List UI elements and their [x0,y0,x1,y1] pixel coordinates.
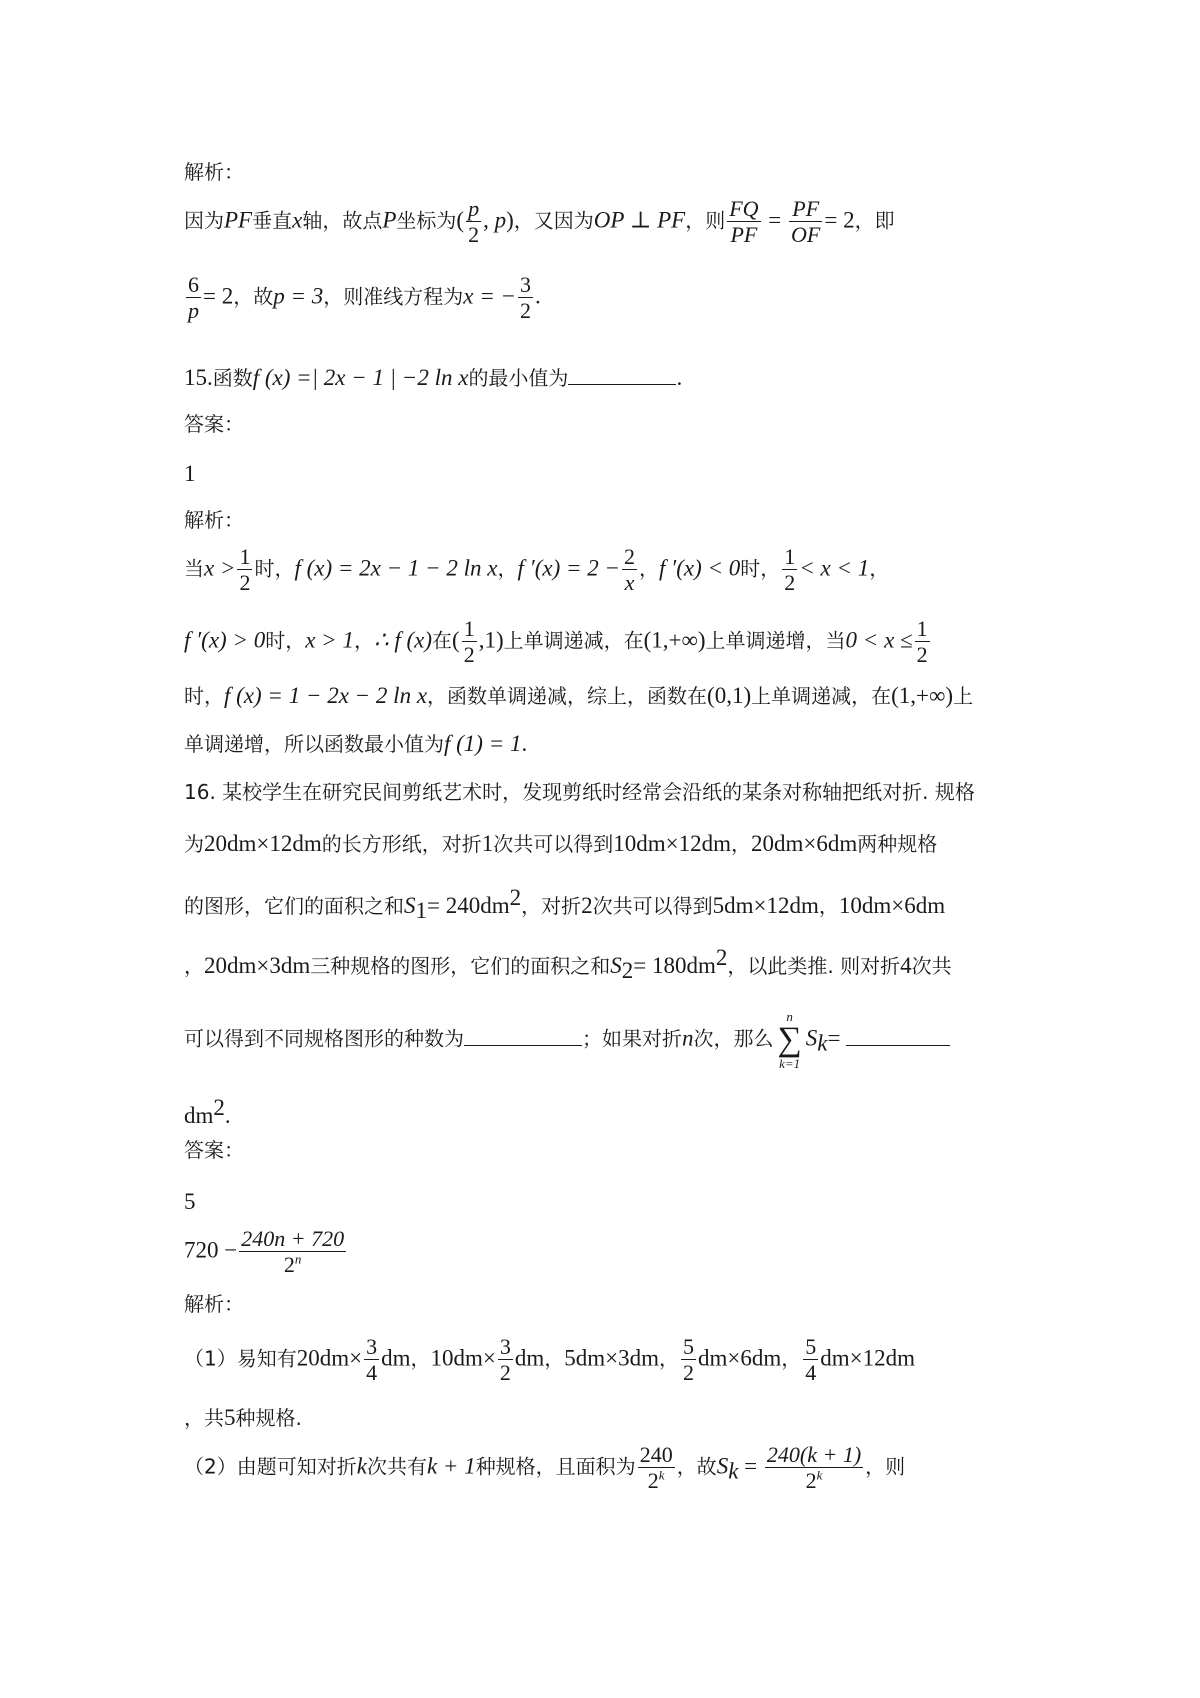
q15-answer: 1 [184,461,196,486]
fraction-6-over-p: $\frac{6}{p}$ [188,272,199,324]
math: 1 [481,831,494,856]
subscript: k [817,1030,828,1056]
q14-analysis-label: 解析： [184,160,244,184]
text: 坐标为 [396,208,457,233]
q15-question: 15.函数f (x) =| 2x − 1 | −2 ln x的最小值为 . [184,365,683,390]
math: dm [381,1345,411,1371]
text: ，函数单调递减，综上，函数在 [427,684,708,708]
math: f (x) = 1 − 2x − 2 ln x [224,683,428,708]
q14-analysis-line1: 因为PF垂直x轴，故点P坐标为( $\frac{p}{2}$ , p)，又因为OP ⊥ PF，则 $\frac{FQ}{PF}$ = $\frac{PF}{OF}$ = 2，即 [184,196,895,248]
text: 两种规格 [857,832,938,856]
math: f ′(x) > 0 [184,627,266,653]
fraction-1-2: $\frac{1}{2}$ [463,616,475,668]
text: ，以此类推. 则对折 [727,954,901,978]
text: ，则 [865,1454,906,1479]
math: 10dm×6dm [838,893,946,918]
text: 时， [740,556,781,581]
q15-answer-label: 答案： [184,412,244,436]
q15-analysis-line4 [184,730,527,758]
fraction-3-over-2: $\frac{3}{2}$ [520,272,532,324]
text: 当 [184,556,204,581]
math: 20dm×6dm [751,831,858,856]
text: ，故 [233,284,274,309]
text: 函数 [212,366,253,390]
comma: ， [544,1346,565,1371]
text: 时， [254,556,295,581]
answer-blank-2 [846,1044,950,1046]
q16-line5 [184,1010,950,1070]
text: 上单调递增，当 [705,628,846,653]
comma: ， [497,556,518,581]
text: 的长方形纸，对折 [321,832,482,856]
math: = 240dm [427,893,510,918]
math: 10dm× [430,1345,496,1371]
q16-line3: 的图形，它们的面积之和$S_1= 240dm^2$，对折2次共可以得到5dm×12dm，10dm×6dm [184,885,946,924]
q16-line4: ，20dm×3dm三种规格的图形，它们的面积之和$S_2= 180dm^2$，以此类推. 则对折4次共 [184,945,952,984]
math: 5 [224,1405,236,1430]
text: 上单调递减，在 [503,628,644,653]
math: = 180dm [633,953,716,978]
math: x = − [463,283,517,309]
fraction-1-2: $\frac{1}{2}$ [916,616,928,668]
subscript: 1 [415,898,427,924]
fraction-5-2: $\frac{5}{2}$ [683,1334,695,1386]
text: 垂直 [252,208,293,233]
text: 种规格. [235,1406,302,1430]
fraction-sk: $\frac{240(k + 1)}{2^k}$ [766,1442,862,1494]
fraction-1-2: $\frac{1}{2}$ [239,544,251,596]
q16-analysis-label: 解析： [184,1292,244,1316]
math: P [382,207,397,233]
q16-line1: 16. 某校学生在研究民间剪纸艺术时，发现剪纸时经常会沿纸的某条对称轴把纸对折. 规格 [184,780,975,804]
text: ，即 [854,208,895,233]
text: ，故 [676,1454,717,1479]
math: dm [514,1345,545,1371]
text: （2）由题可知对折 [184,1454,357,1479]
q16-answer-2 [184,1226,348,1278]
comma: ， [869,556,890,581]
math: 4 [900,953,912,978]
math: f (x) = 2x − 1 − 2 ln x [294,555,498,581]
q15-analysis-label: 解析： [184,508,244,532]
text: 因为 [184,208,224,233]
text: 上 [953,684,974,708]
q15-analysis-line2: f ′(x) > 0时，x > 1，∴ f (x)在( $\frac{1}{2}$ ,1)上单调递减，在(1,+∞)上单调递增，当0 < x ≤ $\frac{1}{2}$ [184,616,928,668]
fraction-5-4: $\frac{5}{4}$ [805,1334,817,1386]
math: x > [204,555,236,581]
answer-blank [568,383,676,385]
comma: ， [818,894,839,918]
math: p = 3 [273,283,324,309]
q16-answer-label: 答案： [184,1138,244,1162]
text: ，则准线方程为 [323,284,464,309]
math: f (x) =| 2x − 1 | −2 ln x [252,365,469,390]
math: (1,+∞) [643,627,706,653]
q16-analysis-p2: （2）由题可知对折k次共有k + 1种规格，且面积为 $\frac{240}{2^k}$ ，故$S_k$ = $\frac{240(k + 1)}{2^k}$ ，则 [184,1442,906,1494]
math: S [610,953,622,978]
math: (1,+∞) [891,683,954,708]
text: 次共可以得到 [493,832,614,856]
superscript: 2 [213,1095,225,1120]
text: ，对折 [521,894,582,918]
math: dm×12dm [820,1345,916,1371]
math: . [224,1103,231,1128]
fraction-3-4: $\frac{3}{4}$ [366,1334,378,1386]
math: f ′(x) < 0 [659,555,741,581]
comma: ， [184,954,204,978]
math: PF [224,207,253,233]
math: k + 1 [426,1453,476,1479]
math: dm×6dm [698,1345,782,1371]
text: 三种规格的图形，它们的面积之和 [310,954,611,978]
text: 的图形，它们的面积之和 [184,894,404,918]
q15-analysis-line1 [184,544,889,596]
math: p [494,207,507,233]
text: 次共可以得到 [592,894,713,918]
fraction-2-x: $\frac{2}{x}$ [624,544,636,596]
math: S [404,893,416,918]
text: 次共有 [366,1454,427,1479]
math: S [805,1025,818,1051]
text: 时， [265,628,306,653]
math: = 2 [824,207,855,233]
q16-line2 [184,830,937,858]
fraction-1-2: $\frac{1}{2}$ [784,544,796,596]
math: 20dm× [296,1345,363,1371]
fraction-fq-pf: $\frac{FQ}{PF}$ [729,196,759,248]
text: 单调递增，所以函数最小值为 [184,732,444,756]
text: 轴，故点 [302,208,383,233]
math: = 2 [203,283,234,309]
math: OP ⊥ PF [593,207,686,233]
q16-line6 [184,1094,231,1130]
text: 次，那么 [693,1026,774,1051]
text: ；如果对折 [582,1026,682,1051]
q15-analysis-line3 [184,682,973,710]
text: 上单调递减，在 [751,684,892,708]
q14-analysis-line2: $\frac{6}{p}$ = 2，故p = 3，则准线方程为x = − $\frac{3}{2}$ . [188,272,541,324]
text: ，共 [184,1406,224,1430]
text: ，则 [685,208,726,233]
math: ∴ f (x) [373,627,433,653]
fraction-pf-of: $\frac{PF}{OF}$ [791,196,821,248]
comma: ， [781,1346,802,1371]
math: f ′(x) = 2 − [517,555,621,581]
q16-answer-1: 5 [184,1189,196,1214]
text: （1）易知有 [184,1346,297,1371]
math: 20dm×3dm [204,953,311,978]
math: k [356,1453,367,1479]
comma: ， [659,1346,680,1371]
text: 可以得到不同规格图形的种数为 [184,1026,464,1051]
fraction-3-2: $\frac{3}{2}$ [499,1334,511,1386]
text: 时， [184,684,224,708]
math: < x < 1 [799,555,870,581]
comma: ， [639,556,660,581]
math: . [521,731,528,756]
summation-symbol: n ∑ k=1 [777,1009,802,1071]
text: 种规格，且面积为 [475,1454,636,1479]
text: 次共 [911,954,952,978]
math: ,1) [478,627,504,653]
text: 为 [184,832,204,856]
math: (0,1) [707,683,752,708]
math: 0 < x ≤ [845,627,913,653]
text: 在 [432,628,453,653]
math: 10dm×12dm [613,831,732,856]
math: 2 [581,893,593,918]
math: n [682,1025,694,1051]
math: S [716,1453,729,1479]
text: 的最小值为 [468,366,569,390]
fraction-answer: $\frac{240n + 720}{2^n}$ [241,1226,345,1278]
math: x [292,207,303,233]
comma: ， [731,832,752,856]
math: x > 1 [305,627,354,653]
comma: ， [353,628,374,653]
q16-analysis-p1b [184,1404,302,1432]
fraction-p-over-2: $\frac{p}{2}$ [468,196,480,248]
math: 720 − [184,1237,238,1263]
subscript: 2 [621,958,634,984]
comma: ， [410,1346,431,1371]
answer-blank-1 [464,1044,582,1046]
math: 5dm×12dm [712,893,819,918]
q16-analysis-p1 [184,1334,915,1386]
question-number: 15. [184,365,213,390]
math: f (1) = 1 [444,731,522,756]
math: 20dm×12dm [204,831,322,856]
fraction-240-2k: $\frac{240}{2^k}$ [639,1442,673,1494]
math: = [827,1025,841,1051]
math: dm [184,1103,214,1128]
text: ，又因为 [513,208,594,233]
math: 5dm×3dm [564,1345,660,1371]
